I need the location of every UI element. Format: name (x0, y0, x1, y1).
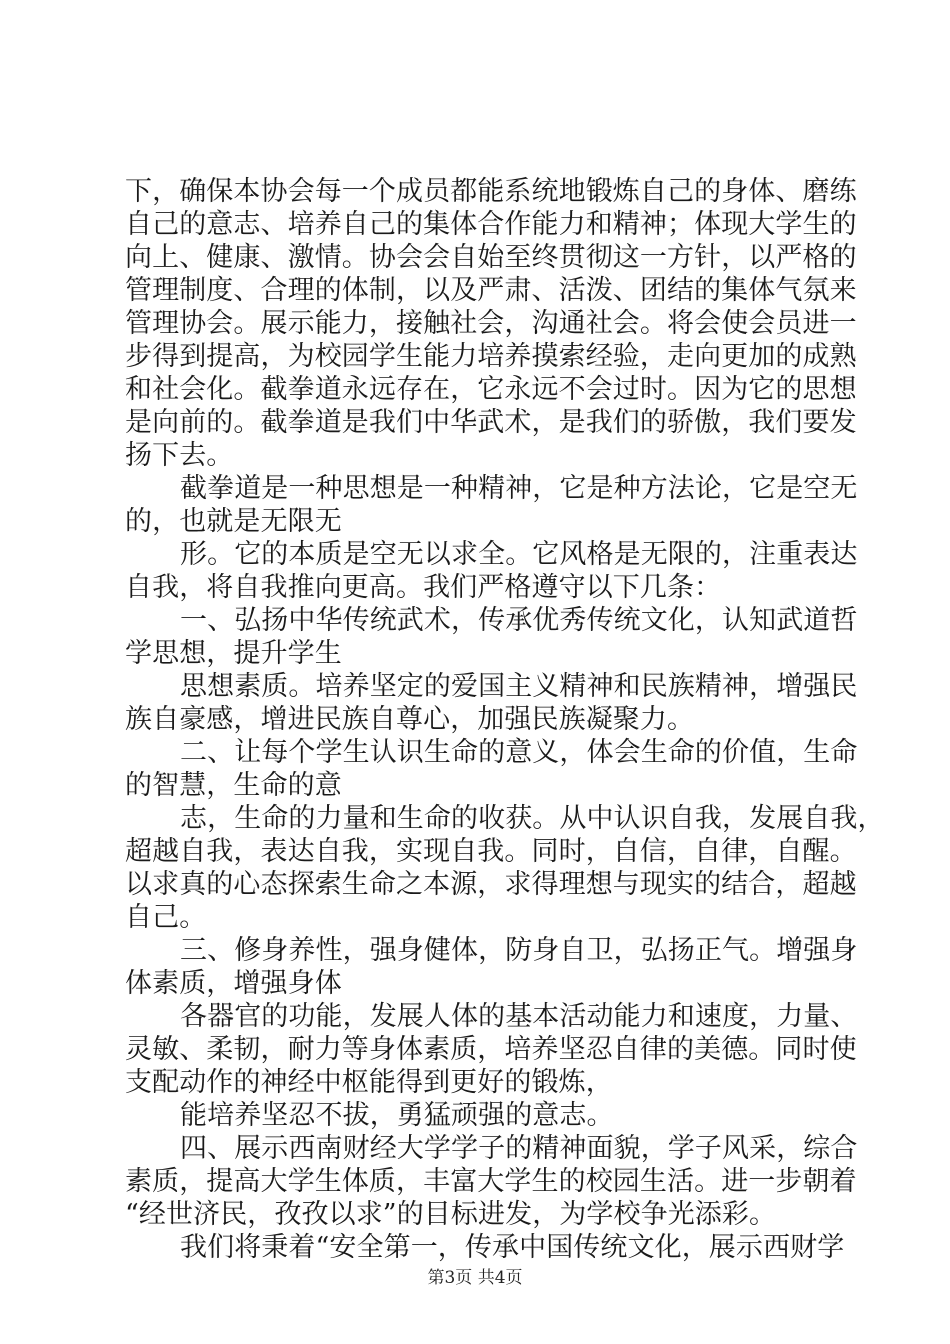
text-line: 能培养坚忍不拔，勇猛顽强的意志。 (180, 1100, 614, 1131)
text-line: 步得到提高，为校园学生能力培养摸索经验，走向更加的成熟 (125, 341, 857, 372)
text-line: 我们将秉着“安全第一，传承中国传统文化，展示西财学 (180, 1232, 845, 1263)
text-line: 管理协会。展示能力，接触社会，沟通社会。将会使会员进一 (125, 308, 857, 339)
text-line: 四、展示西南财经大学学子的精神面貌，学子风采，综合 (180, 1133, 858, 1164)
text-line: 的智慧，生命的意 (125, 770, 342, 801)
text-line: 截拳道是一种思想是一种精神，它是种方法论，它是空无 (180, 473, 858, 504)
text-line: 形。它的本质是空无以求全。它风格是无限的，注重表达 (180, 539, 858, 570)
text-line: 自己。 (125, 902, 207, 933)
text-line: 族自豪感，增进民族自尊心，加强民族凝聚力。 (125, 704, 695, 735)
text-line: “经世济民，孜孜以求”的目标进发，为学校争光添彩。 (125, 1199, 777, 1230)
text-line: 扬下去。 (125, 440, 234, 471)
page-number-footer: 第3页 共4页 (427, 1268, 523, 1288)
text-line: 志，生命的力量和生命的收获。从中认识自我，发展自我， (180, 803, 885, 834)
text-line: 是向前的。截拳道是我们中华武术，是我们的骄傲，我们要发 (125, 407, 857, 438)
text-line: 管理制度、合理的体制，以及严肃、活泼、团结的集体气氛来 (125, 275, 857, 306)
text-line: 灵敏、柔韧，耐力等身体素质，培养坚忍自律的美德。同时使 (125, 1034, 857, 1065)
text-line: 和社会化。截拳道永远存在，它永远不会过时。因为它的思想 (125, 374, 857, 405)
text-line: 素质，提高大学生体质，丰富大学生的校园生活。进一步朝着 (125, 1166, 857, 1197)
text-line: 的，也就是无限无 (125, 506, 342, 537)
text-line: 以求真的心态探索生命之本源，求得理想与现实的结合，超越 (125, 869, 857, 900)
text-line: 学思想，提升学生 (125, 638, 342, 669)
text-line: 自己的意志、培养自己的集体合作能力和精神；体现大学生的 (125, 209, 857, 240)
text-line: 三、修身养性，强身健体，防身自卫，弘扬正气。增强身 (180, 935, 858, 966)
text-line: 支配动作的神经中枢能得到更好的锻炼， (125, 1067, 613, 1098)
text-line: 下，确保本协会每一个成员都能系统地锻炼自己的身体、磨练 (125, 176, 857, 207)
text-line: 一、弘扬中华传统武术，传承优秀传统文化，认知武道哲 (180, 605, 858, 636)
text-line: 体素质，增强身体 (125, 968, 342, 999)
text-line: 二、让每个学生认识生命的意义，体会生命的价值，生命 (180, 737, 858, 768)
text-line: 超越自我，表达自我，实现自我。同时，自信，自律，自醒。 (125, 836, 857, 867)
text-line: 各器官的功能，发展人体的基本活动能力和速度，力量、 (180, 1001, 858, 1032)
text-line: 向上、健康、激情。协会会自始至终贯彻这一方针，以严格的 (125, 242, 857, 273)
text-line: 自我，将自我推向更高。我们严格遵守以下几条： (125, 572, 722, 603)
text-line: 思想素质。培养坚定的爱国主义精神和民族精神，增强民 (180, 671, 858, 702)
